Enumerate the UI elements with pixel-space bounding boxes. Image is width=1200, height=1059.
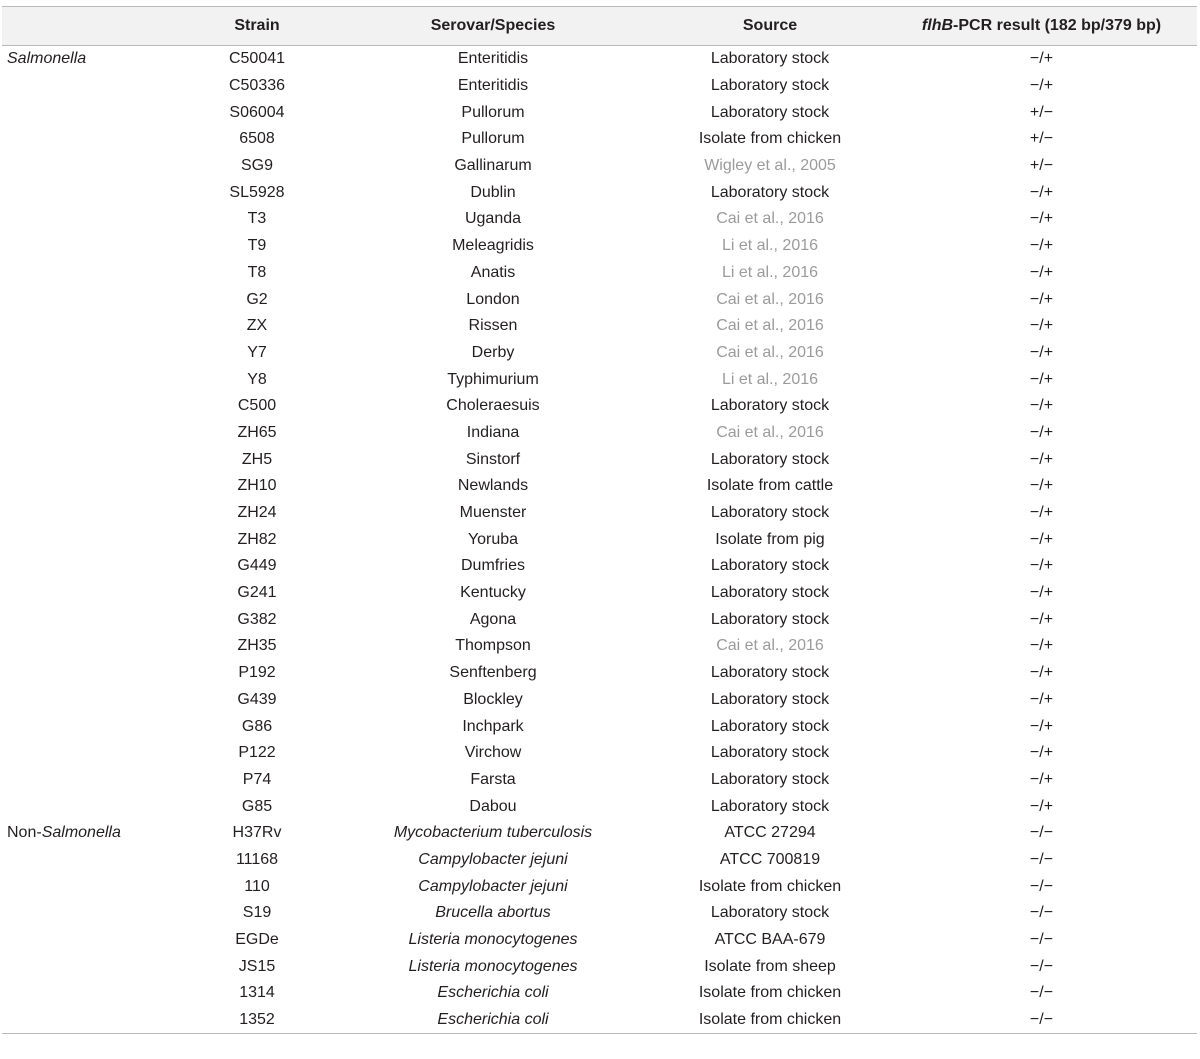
strain-cell: EGDe: [235, 931, 279, 949]
source-cell: Laboratory stock: [710, 584, 830, 602]
group-cell: [2, 233, 182, 260]
table-row: [2, 473, 1197, 500]
source-cell: Isolate from sheep: [704, 957, 836, 975]
source-cell: Cai et al., 2016: [716, 343, 824, 361]
strain-cell: G85: [241, 797, 273, 815]
table-row: [2, 179, 1197, 206]
header-group: [2, 7, 182, 46]
table-row: [2, 633, 1197, 660]
result-cell: −/+: [1029, 690, 1054, 708]
result-cell: −/+: [1029, 744, 1054, 762]
source-cell: Laboratory stock: [710, 797, 830, 815]
table-row: [2, 980, 1197, 1007]
group-label-non-salmonella: Salmonella: [41, 824, 121, 842]
strain-cell: S19: [242, 904, 272, 922]
serovar-cell: Virchow: [464, 744, 522, 762]
strain-cell: G241: [237, 584, 277, 602]
strain-cell: C50041: [228, 50, 286, 68]
source-cell: Laboratory stock: [710, 744, 830, 762]
header-row: [2, 7, 1197, 46]
result-cell: −/+: [1029, 370, 1054, 388]
table-row: [2, 420, 1197, 447]
serovar-cell: Anatis: [470, 263, 516, 281]
strain-cell: ZX: [246, 317, 268, 335]
result-cell: −/−: [1029, 904, 1054, 922]
result-cell: −/+: [1029, 50, 1054, 68]
result-cell: −/+: [1029, 397, 1054, 415]
group-cell: [2, 260, 182, 287]
result-cell: −/+: [1029, 77, 1054, 95]
result-cell: −/+: [1029, 477, 1054, 495]
table-row: [2, 286, 1197, 313]
strain-cell: P74: [242, 770, 272, 788]
group-cell: [2, 580, 182, 607]
group-cell: [2, 980, 182, 1007]
strain-cell: G86: [241, 717, 273, 735]
serovar-cell: Uganda: [464, 210, 522, 228]
group-cell: [2, 153, 182, 180]
table-row: [2, 927, 1197, 954]
group-cell: [2, 179, 182, 206]
table-row: [2, 713, 1197, 740]
serovar-cell: Enteritidis: [457, 77, 529, 95]
group-cell: [2, 46, 182, 73]
serovar-cell: Newlands: [457, 477, 529, 495]
table-row: [2, 873, 1197, 900]
source-cell: Cai et al., 2016: [716, 210, 824, 228]
group-cell: [2, 126, 182, 153]
strain-cell: ZH24: [237, 504, 277, 522]
serovar-cell: Enteritidis: [457, 50, 529, 68]
table-row: [2, 847, 1197, 874]
source-cell: Laboratory stock: [710, 183, 830, 201]
result-cell: −/+: [1029, 290, 1054, 308]
group-cell: [2, 393, 182, 420]
group-cell: [2, 660, 182, 687]
serovar-cell: Dublin: [470, 183, 516, 201]
result-cell: −/+: [1029, 584, 1054, 602]
result-cell: −/+: [1029, 504, 1054, 522]
strain-cell: G439: [237, 690, 277, 708]
group-cell: [2, 820, 182, 847]
source-cell: Laboratory stock: [710, 397, 830, 415]
group-cell: [2, 927, 182, 954]
source-cell: Li et al., 2016: [721, 263, 819, 281]
serovar-cell: Inchpark: [462, 717, 524, 735]
serovar-cell: Escherichia coli: [437, 984, 549, 1002]
group-cell: [2, 953, 182, 980]
serovar-cell: Listeria monocytogenes: [408, 931, 578, 949]
result-cell: −/+: [1029, 423, 1054, 441]
table-row: [2, 660, 1197, 687]
group-cell: [2, 340, 182, 367]
result-cell: −/+: [1029, 797, 1054, 815]
result-cell: −/+: [1029, 637, 1054, 655]
header-result-gene: flhB: [921, 17, 954, 34]
source-cell: Cai et al., 2016: [716, 423, 824, 441]
group-cell: [2, 740, 182, 767]
strain-cell: 1314: [239, 984, 275, 1002]
header-result: [886, 7, 1197, 46]
group-cell: [2, 633, 182, 660]
table-row: [2, 340, 1197, 367]
serovar-cell: Brucella abortus: [435, 904, 551, 922]
source-cell: Cai et al., 2016: [716, 317, 824, 335]
result-cell: +/−: [1029, 157, 1054, 175]
group-cell: [2, 687, 182, 714]
result-cell: −/−: [1029, 984, 1054, 1002]
source-cell: Laboratory stock: [710, 717, 830, 735]
strain-cell: ZH5: [241, 450, 273, 468]
group-cell: [2, 793, 182, 820]
strain-cell: T3: [247, 210, 267, 228]
result-cell: −/+: [1029, 770, 1054, 788]
result-cell: −/+: [1029, 210, 1054, 228]
table-row: [2, 1007, 1197, 1034]
table-row: [2, 233, 1197, 260]
header-serovar: Serovar/Species: [332, 7, 654, 46]
strain-cell: P122: [238, 744, 276, 762]
group-cell: [2, 99, 182, 126]
group-cell: [2, 446, 182, 473]
serovar-cell: Dabou: [469, 797, 517, 815]
source-cell: Cai et al., 2016: [716, 290, 824, 308]
group-cell: [2, 313, 182, 340]
result-cell: −/−: [886, 1007, 1197, 1034]
group-cell: [2, 286, 182, 313]
table-row: [2, 446, 1197, 473]
serovar-cell: Campylobacter jejuni: [418, 877, 568, 895]
serovar-cell: Senftenberg: [449, 664, 537, 682]
serovar-cell: Choleraesuis: [446, 397, 540, 415]
source-cell: Laboratory stock: [710, 904, 830, 922]
serovar-cell: London: [466, 290, 520, 308]
source-cell: Laboratory stock: [710, 504, 830, 522]
result-cell: −/+: [1029, 610, 1054, 628]
strain-cell: G2: [246, 290, 268, 308]
serovar-cell: Typhimurium: [447, 370, 539, 388]
table-body: [2, 46, 1197, 1034]
header-source: Source: [654, 7, 886, 46]
source-cell: Laboratory stock: [710, 770, 830, 788]
serovar-cell: Agona: [469, 610, 517, 628]
source-cell: Laboratory stock: [710, 557, 830, 575]
table-row: [2, 687, 1197, 714]
table-row: [2, 740, 1197, 767]
header-strain: Strain: [182, 7, 332, 46]
strain-cell: P192: [238, 664, 276, 682]
serovar-cell: Meleagridis: [452, 237, 534, 255]
group-cell: [2, 420, 182, 447]
table-row: [2, 953, 1197, 980]
serovar-cell: Mycobacterium tuberculosis: [393, 824, 593, 842]
table-row: [2, 526, 1197, 553]
group-cell: [2, 73, 182, 100]
result-cell: −/+: [1029, 343, 1054, 361]
group-cell: [2, 847, 182, 874]
group-label-non-prefix: Non-: [7, 824, 42, 842]
strain-cell: G382: [237, 610, 277, 628]
table-row: [2, 99, 1197, 126]
strain-cell: ZH10: [237, 477, 277, 495]
table-row: [2, 46, 1197, 73]
serovar-cell: Muenster: [459, 504, 527, 522]
strain-cell: SG9: [240, 157, 273, 175]
source-cell: Wigley et al., 2005: [704, 157, 836, 175]
table-row: [2, 126, 1197, 153]
source-cell: ATCC 700819: [719, 850, 821, 868]
table-row: [2, 366, 1197, 393]
group-cell: [2, 767, 182, 794]
result-cell: −/−: [1029, 850, 1054, 868]
group-cell: [2, 500, 182, 527]
strain-cell: Y8: [247, 370, 267, 388]
table-row: [2, 767, 1197, 794]
result-cell: −/+: [1029, 317, 1054, 335]
table-row: [2, 606, 1197, 633]
strain-cell: JS15: [238, 957, 276, 975]
source-cell: Laboratory stock: [710, 664, 830, 682]
result-cell: −/+: [1029, 664, 1054, 682]
table-row: [2, 553, 1197, 580]
serovar-cell: Rissen: [468, 317, 518, 335]
serovar-cell: Thompson: [455, 637, 531, 655]
strain-cell: 110: [244, 877, 270, 895]
source-cell: Isolate from chicken: [654, 1007, 886, 1034]
strain-cell: C50336: [228, 77, 286, 95]
table-row: [2, 820, 1197, 847]
result-cell: −/+: [1029, 717, 1054, 735]
result-cell: −/+: [1029, 237, 1054, 255]
result-cell: +/−: [1029, 103, 1054, 121]
table-row: [2, 900, 1197, 927]
source-cell: Laboratory stock: [710, 450, 830, 468]
source-cell: Li et al., 2016: [721, 237, 819, 255]
result-cell: −/+: [1029, 183, 1054, 201]
source-cell: Isolate from chicken: [698, 877, 842, 895]
serovar-cell: Escherichia coli: [332, 1007, 654, 1034]
serovar-cell: Farsta: [470, 770, 516, 788]
table-row: [2, 206, 1197, 233]
group-cell: [2, 900, 182, 927]
serovar-cell: Kentucky: [460, 584, 526, 602]
serovar-cell: Derby: [471, 343, 515, 361]
result-cell: −/−: [1029, 957, 1054, 975]
group-cell: [2, 526, 182, 553]
group-cell: [2, 606, 182, 633]
serovar-cell: Dumfries: [460, 557, 525, 575]
result-cell: −/+: [1029, 557, 1054, 575]
group-cell: [2, 206, 182, 233]
source-cell: Cai et al., 2016: [716, 637, 824, 655]
source-cell: Isolate from chicken: [698, 130, 842, 148]
source-cell: Laboratory stock: [710, 690, 830, 708]
table-row: [2, 793, 1197, 820]
strain-cell: C500: [237, 397, 277, 415]
group-cell: [2, 1007, 182, 1034]
strain-cell: H37Rv: [232, 824, 282, 842]
source-cell: Laboratory stock: [710, 610, 830, 628]
source-cell: Isolate from pig: [715, 530, 825, 548]
result-cell: +/−: [1029, 130, 1054, 148]
table-row: [2, 153, 1197, 180]
result-cell: −/−: [1029, 877, 1054, 895]
group-cell: [2, 473, 182, 500]
group-cell: [2, 366, 182, 393]
strain-cell: T8: [247, 263, 267, 281]
source-cell: Laboratory stock: [710, 50, 830, 68]
source-cell: ATCC 27294: [724, 824, 816, 842]
table-row: [2, 500, 1197, 527]
serovar-cell: Indiana: [466, 423, 520, 441]
serovar-cell: Listeria monocytogenes: [408, 957, 578, 975]
strain-cell: G449: [237, 557, 277, 575]
serovar-cell: Blockley: [463, 690, 523, 708]
table-row: [2, 260, 1197, 287]
source-cell: Laboratory stock: [710, 103, 830, 121]
table-row: [2, 393, 1197, 420]
table-row: [2, 580, 1197, 607]
header-result-text: -PCR result (182 bp/379 bp): [953, 17, 1162, 34]
strain-cell: 1352: [182, 1007, 332, 1034]
group-label-salmonella: Salmonella: [7, 50, 87, 68]
serovar-cell: Yoruba: [467, 530, 519, 548]
result-cell: −/+: [1029, 263, 1054, 281]
result-cell: −/−: [1029, 931, 1054, 949]
serovar-cell: Gallinarum: [454, 157, 532, 175]
source-cell: Isolate from chicken: [698, 984, 842, 1002]
source-cell: ATCC BAA-679: [714, 931, 826, 949]
result-cell: −/+: [1029, 530, 1054, 548]
source-cell: Isolate from cattle: [706, 477, 834, 495]
table-row: [2, 313, 1197, 340]
strain-cell: ZH82: [237, 530, 277, 548]
serovar-cell: Campylobacter jejuni: [418, 850, 568, 868]
serovar-cell: Sinstorf: [465, 450, 521, 468]
result-cell: −/−: [1029, 824, 1054, 842]
strain-cell: T9: [247, 237, 267, 255]
strain-cell: Y7: [247, 343, 267, 361]
serovar-cell: Pullorum: [461, 103, 525, 121]
source-cell: Li et al., 2016: [721, 370, 819, 388]
group-cell: [2, 873, 182, 900]
strain-cell: 11168: [235, 850, 279, 868]
strain-cell: S06004: [229, 103, 285, 121]
group-cell: [2, 553, 182, 580]
strain-cell: SL5928: [229, 183, 285, 201]
strain-cell: 6508: [239, 130, 275, 148]
result-cell: −/+: [1029, 450, 1054, 468]
group-cell: [2, 713, 182, 740]
source-cell: Laboratory stock: [710, 77, 830, 95]
serovar-cell: Pullorum: [461, 130, 525, 148]
strain-cell: ZH65: [237, 423, 277, 441]
strain-table: [2, 6, 1197, 1034]
table-row: [2, 73, 1197, 100]
strain-cell: ZH35: [237, 637, 277, 655]
